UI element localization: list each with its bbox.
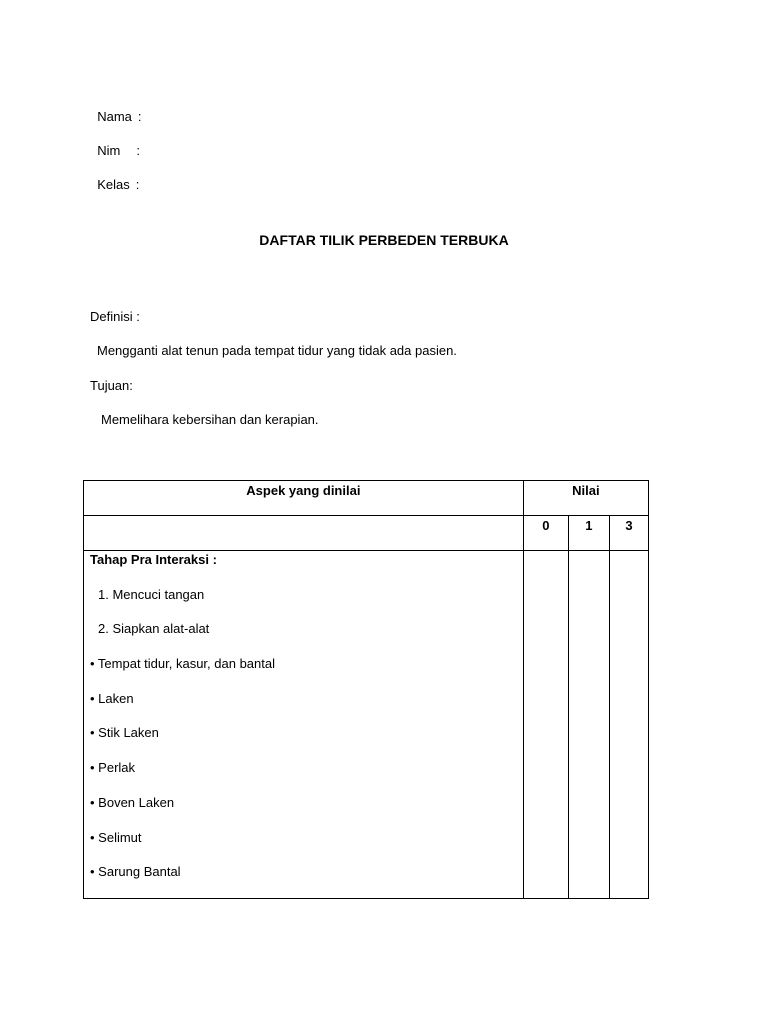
- nim-label: Nim: [97, 143, 121, 158]
- score-label-0: 0: [542, 518, 550, 533]
- aspek-list-cell: [84, 551, 524, 899]
- tujuan-text: Memelihara kebersihan dan kerapian.: [101, 412, 319, 427]
- list-item: • Boven Laken: [90, 794, 175, 810]
- header-nilai: [523, 481, 648, 516]
- score-cell-1[interactable]: [568, 551, 609, 899]
- nama-field: [90, 94, 142, 124]
- nim-separator: :: [136, 143, 140, 158]
- list-item: 1. Mencuci tangan: [98, 586, 205, 602]
- score-col-1: [568, 516, 609, 551]
- aspek-list: [84, 551, 523, 898]
- nim-field: [90, 128, 140, 158]
- header-aspek-label: Aspek yang dinilai: [246, 483, 361, 498]
- list-item: • Perlak: [90, 760, 136, 776]
- score-label-1: 1: [585, 518, 593, 533]
- kelas-label: Kelas: [97, 177, 130, 192]
- score-cell-0[interactable]: [523, 551, 568, 899]
- score-cell-3[interactable]: [609, 551, 648, 899]
- kelas-separator: :: [135, 177, 140, 192]
- score-col-0: [523, 516, 568, 551]
- list-item: • Stik Laken: [90, 725, 159, 741]
- definisi-label: Definisi :: [90, 309, 140, 324]
- list-item: • Sarung Bantal: [90, 864, 181, 880]
- table-body-row: [84, 551, 649, 899]
- list-item: • Tempat tidur, kasur, dan bantal: [90, 656, 275, 672]
- score-row-blank: [84, 516, 524, 551]
- score-col-3: [609, 516, 648, 551]
- document-title: DAFTAR TILIK PERBEDEN TERBUKA: [259, 232, 509, 248]
- list-item: • Laken: [90, 690, 134, 706]
- table-header-row: [84, 481, 649, 516]
- tujuan-label: Tujuan:: [90, 378, 133, 393]
- header-nilai-label: Nilai: [572, 483, 600, 498]
- checklist-table: [83, 480, 649, 899]
- section-title: Tahap Pra Interaksi :: [90, 552, 217, 567]
- header-aspek: [84, 481, 524, 516]
- list-item: 2. Siapkan alat-alat: [98, 621, 210, 637]
- definisi-text: Mengganti alat tenun pada tempat tidur yang tidak ada pasien.: [97, 343, 457, 358]
- nama-separator: :: [137, 109, 142, 124]
- kelas-field: [90, 162, 139, 192]
- score-label-3: 3: [625, 518, 633, 533]
- list-item: • Selimut: [90, 829, 142, 845]
- nama-label: Nama: [97, 109, 132, 124]
- table-score-row: [84, 516, 649, 551]
